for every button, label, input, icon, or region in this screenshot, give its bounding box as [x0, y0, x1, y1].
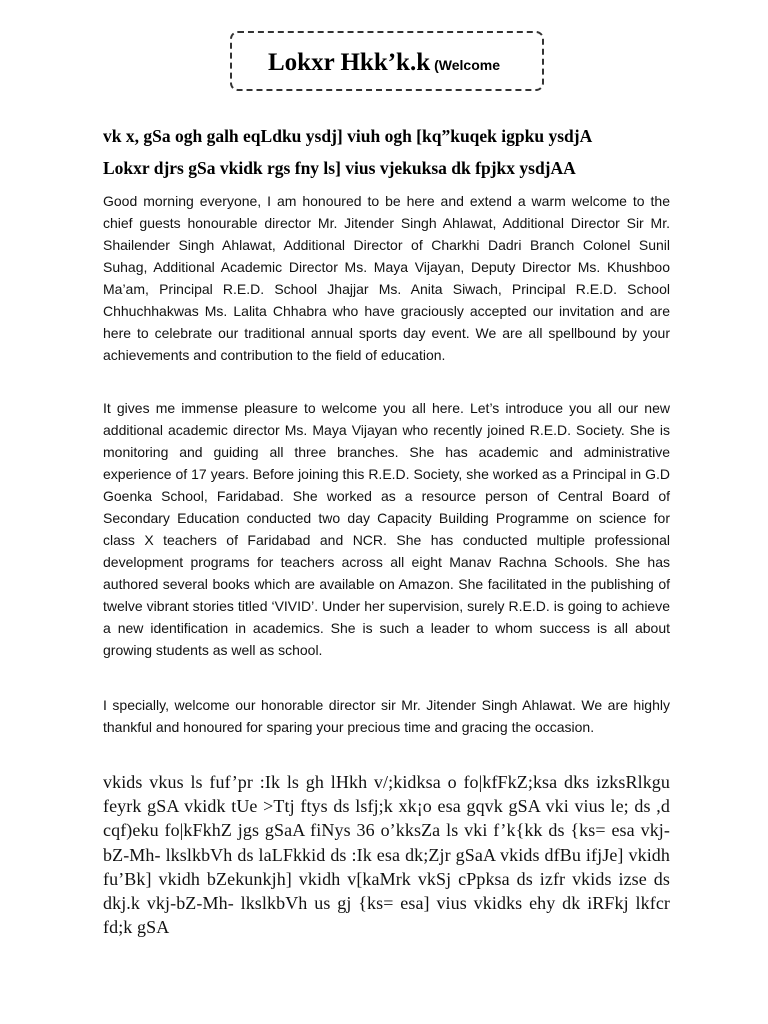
- page-title: [268, 49, 500, 77]
- title-main-text: Lokxr Hkk’k.k: [268, 49, 431, 76]
- paragraph-introduce-director: It gives me immense pleasure to welcome you all here. Let’s introduce you all our new additional academic director Ms. Maya Vijayan who recently joined R.E.D. Society. She is monitoring and guiding all three branches. She has academic and administrative experience of 17 years. Before joining this R.E.D. Society, she worked as a Principal in G.D Goenka School, Faridabad. She worked as a resource person of Central Board of Secondary Education conducted two day Capacity Building Programme on science for class X teachers of Faridabad and NCR. She has conducted multiple professional development programs for teachers across all eight Manav Rachna Schools. She has authored several books which are available on Amazon. She facilitated in the publishing of twelve vibrant stories titled ‘VIVID’. Under her supervision, surely R.E.D. is going to achieve a new identification in academics. She is such a leader to whom success is all about growing students as well as school.: [103, 400, 670, 658]
- paragraph-hindi-closing: vkids vkus ls fuf’pr :Ik ls gh lHkh v/;kidksa o fo|kfFkZ;ksa dks izksRlkgu feyrk gSA vkidk tUe >Ttj ftys ds lsfj;k xk¡o esa gqvk gSA vki vius le; ds ,d cqf)eku fo|kFkhZ jgs gSaA fiNys 36 o’kksZa ls vki f’k{kk ds {ks= esa vkj-bZ-Mh- lkslkbVh ds laLFkkid ds :Ik esa dk;Zjr gSaA vkids dfBu ifjJe] vkidh fu’Bk] vkidh bZekunkjh] vkidh v[kaMrk vkSj cPpksa ds izfr vkids izse ds dkj.k vkj-bZ-Mh- lkslkbVh us gj {ks= esa] vius vkidks ehy dk iRFkj lkfcr fd;k gSA: [103, 772, 670, 938]
- heading-line-1: vk x, gSa ogh galh eqLdku ysdj] viuh ogh [kq”kuqek igpku ysdjA: [103, 126, 593, 146]
- paragraph-welcome-director: I specially, welcome our honorable director sir Mr. Jitender Singh Ahlawat. We are highly thankful and honoured for sparing your precious time and gracing the occasion.: [103, 697, 670, 735]
- title-sub-text: (Welcome: [434, 57, 500, 73]
- title-box: [230, 31, 544, 91]
- heading-line-2: Lokxr djrs gSa vkidk rgs fny ls] vius vjekuksa dk fpjkx ysdjAA: [103, 158, 576, 178]
- paragraph-welcome-guests: Good morning everyone, I am honoured to be here and extend a warm welcome to the chief guests honourable director Mr. Jitender Singh Ahlawat, Additional Director Sir Mr. Shailender Singh Ahlawat, Additional Director of Charkhi Dadri Branch Colonel Sunil Suhag, Additional Academic Director Ms. Maya Vijayan, Deputy Director Ms. Khushboo Ma’am, Principal R.E.D. School Jhajjar Ms. Anita Siwach, Principal R.E.D. School Chhuchhakwas Ms. Lalita Chhabra who have graciously accepted our invitation and are here to celebrate our traditional annual sports day event. We are all spellbound by your achievements and contribution to the field of education.: [103, 193, 670, 363]
